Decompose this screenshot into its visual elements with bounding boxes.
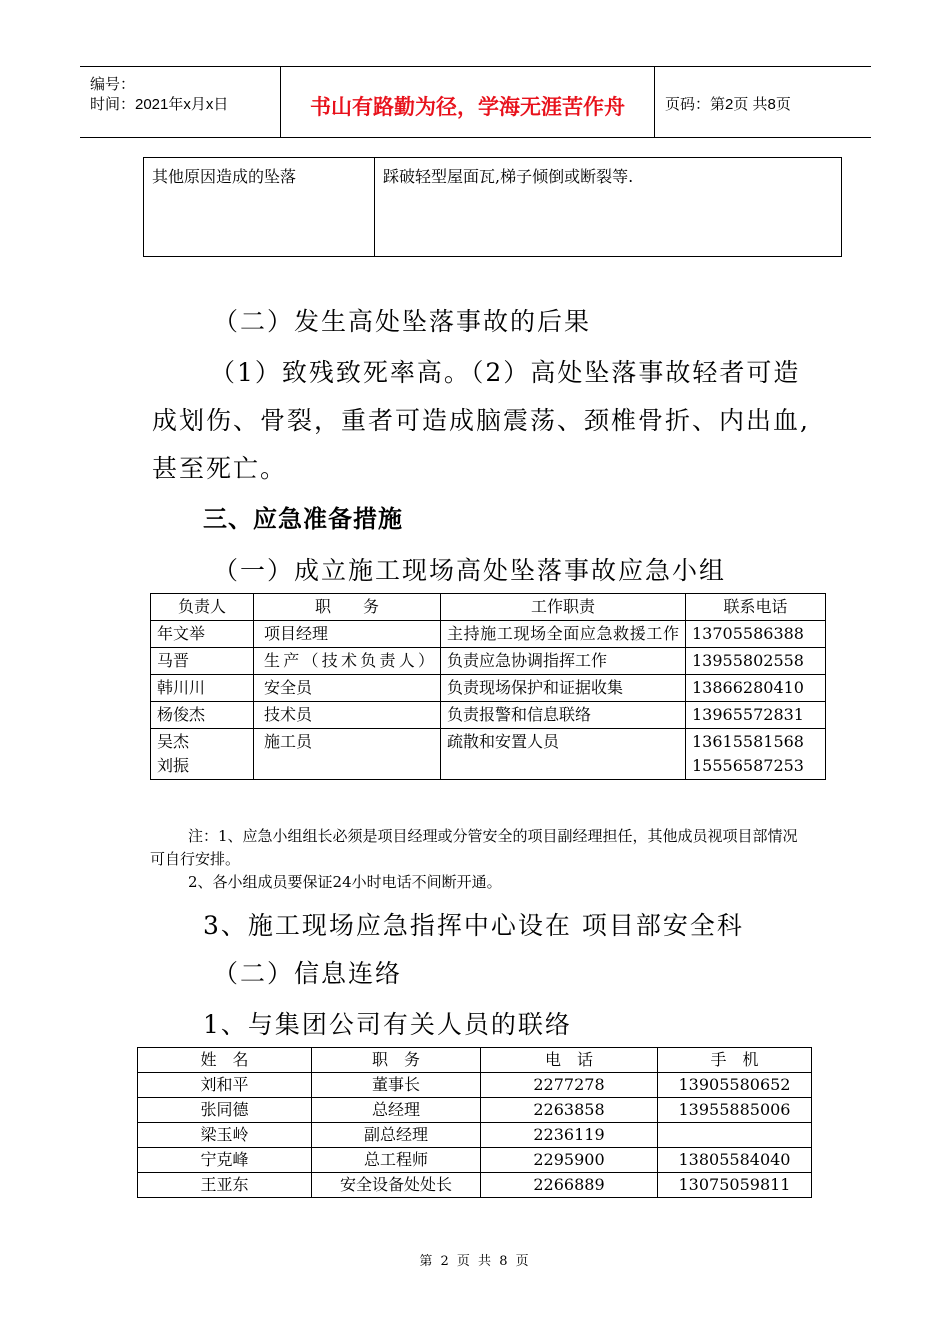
cell-name: 张同德: [138, 1098, 312, 1123]
column-header-duty: 工作职责: [441, 594, 686, 621]
column-header-person: 负责人: [151, 594, 254, 621]
cell-person: 年文举: [151, 621, 254, 648]
cell-mobile: [658, 1123, 812, 1148]
note-line-2: 2、各小组成员要保证24小时电话不间断开通。: [188, 873, 502, 891]
document-date-label: 时间：2021年x月x日: [90, 96, 229, 113]
table-row: [151, 648, 826, 675]
table-row: [144, 158, 842, 257]
cell-person: 杨俊杰: [151, 702, 254, 729]
cell-title: 安全员: [254, 675, 441, 702]
command-center-paragraph: 3、施工现场应急指挥中心设在 项目部安全科: [203, 911, 744, 940]
note-line-1: 注：1、应急小组组长必须是项目经理或分管安全的项目副经理担任，其他成员视项目部情况可自行安排。: [150, 827, 798, 868]
cell-tel: 2236119: [481, 1123, 658, 1148]
cell-phone: 13965572831: [686, 702, 826, 729]
cell-title: 总工程师: [312, 1148, 481, 1173]
cell-title: 施工员: [254, 729, 441, 780]
cell-mobile: 13075059811: [658, 1173, 812, 1198]
column-header-title: 职 务: [254, 594, 441, 621]
column-header-name: 姓 名: [138, 1048, 312, 1073]
subsection-heading-emergency-group: （一）成立施工现场高处坠落事故应急小组: [213, 556, 727, 585]
table-row: [151, 702, 826, 729]
cell-title: 安全设备处处长: [312, 1173, 481, 1198]
cell-person: [151, 729, 254, 780]
subsection-heading-info-contact: （二）信息连络: [213, 959, 403, 988]
phone-primary: 13615581568: [692, 732, 804, 751]
header-motto: 书山有路勤为径，学海无涯苦作舟: [310, 96, 625, 119]
cell-duty: 负责应急协调指挥工作: [441, 648, 686, 675]
person-name-primary: 吴杰: [157, 732, 190, 751]
column-header-tel: 电 话: [481, 1048, 658, 1073]
cell-name: 王亚东: [138, 1173, 312, 1198]
cause-label-cell: 其他原因造成的坠落: [144, 158, 375, 257]
cell-tel: 2295900: [481, 1148, 658, 1173]
section-heading-emergency-prep: 三、应急准备措施: [203, 506, 403, 533]
column-header-mobile: 手 机: [658, 1048, 812, 1073]
phone-secondary: 15556587253: [692, 756, 804, 775]
cell-title: 生产（技术负责人）: [254, 648, 441, 675]
person-name-secondary: 刘振: [157, 756, 190, 775]
cell-name: 宁克峰: [138, 1148, 312, 1173]
column-header-title: 职 务: [312, 1048, 481, 1073]
page-header: [80, 66, 871, 138]
table-row: [138, 1098, 812, 1123]
cell-tel: 2263858: [481, 1098, 658, 1123]
document-code-label: 编号：: [90, 76, 136, 93]
fall-causes-table: [143, 157, 842, 257]
cell-duty: 疏散和安置人员: [441, 729, 686, 780]
cell-mobile: 13805584040: [658, 1148, 812, 1173]
cell-name: 刘和平: [138, 1073, 312, 1098]
cell-person: 马晋: [151, 648, 254, 675]
table-row: [151, 729, 826, 780]
section-heading-consequences: （二）发生高处坠落事故的后果: [213, 307, 592, 336]
cell-phone: 13955802558: [686, 648, 826, 675]
table-row: [151, 675, 826, 702]
cell-name: 梁玉岭: [138, 1123, 312, 1148]
emergency-group-table: [150, 593, 826, 780]
header-page-number: 页码：第2页 共8页: [665, 96, 791, 113]
table-header-row: [138, 1048, 812, 1073]
cell-phone: [686, 729, 826, 780]
column-header-phone: 联系电话: [686, 594, 826, 621]
cell-duty: 负责报警和信息联络: [441, 702, 686, 729]
cell-tel: 2266889: [481, 1173, 658, 1198]
consequences-paragraph: （1）致残致死率高。（2）高处坠落事故轻者可造成划伤、骨裂，重者可造成脑震荡、颈椎骨折、内出血,甚至死亡。: [152, 358, 810, 483]
table-row: [138, 1123, 812, 1148]
contact-group-heading: 1、与集团公司有关人员的联络: [203, 1010, 572, 1039]
table-row: [138, 1073, 812, 1098]
cell-duty: 负责现场保护和证据收集: [441, 675, 686, 702]
group-contacts-table: [137, 1047, 812, 1198]
group-note: [150, 825, 810, 894]
header-meta-cell: [80, 67, 281, 137]
table-row: [138, 1148, 812, 1173]
page-footer: 第 2 页 共 8 页: [419, 1254, 531, 1269]
cell-title: 技术员: [254, 702, 441, 729]
cell-mobile: 13955885006: [658, 1098, 812, 1123]
cell-mobile: 13905580652: [658, 1073, 812, 1098]
cause-desc-cell: 踩破轻型屋面瓦,梯子倾倒或断裂等.: [375, 158, 842, 257]
table-row: [151, 621, 826, 648]
cell-title: 项目经理: [254, 621, 441, 648]
cell-title: 总经理: [312, 1098, 481, 1123]
table-row: [138, 1173, 812, 1198]
cell-title: 董事长: [312, 1073, 481, 1098]
cell-person: 韩川川: [151, 675, 254, 702]
cell-title: 副总经理: [312, 1123, 481, 1148]
header-motto-cell: [281, 67, 655, 137]
cell-duty: 主持施工现场全面应急救援工作: [441, 621, 686, 648]
header-page-cell: [655, 67, 871, 137]
table-header-row: [151, 594, 826, 621]
cell-tel: 2277278: [481, 1073, 658, 1098]
cell-phone: 13866280410: [686, 675, 826, 702]
cell-phone: 13705586388: [686, 621, 826, 648]
